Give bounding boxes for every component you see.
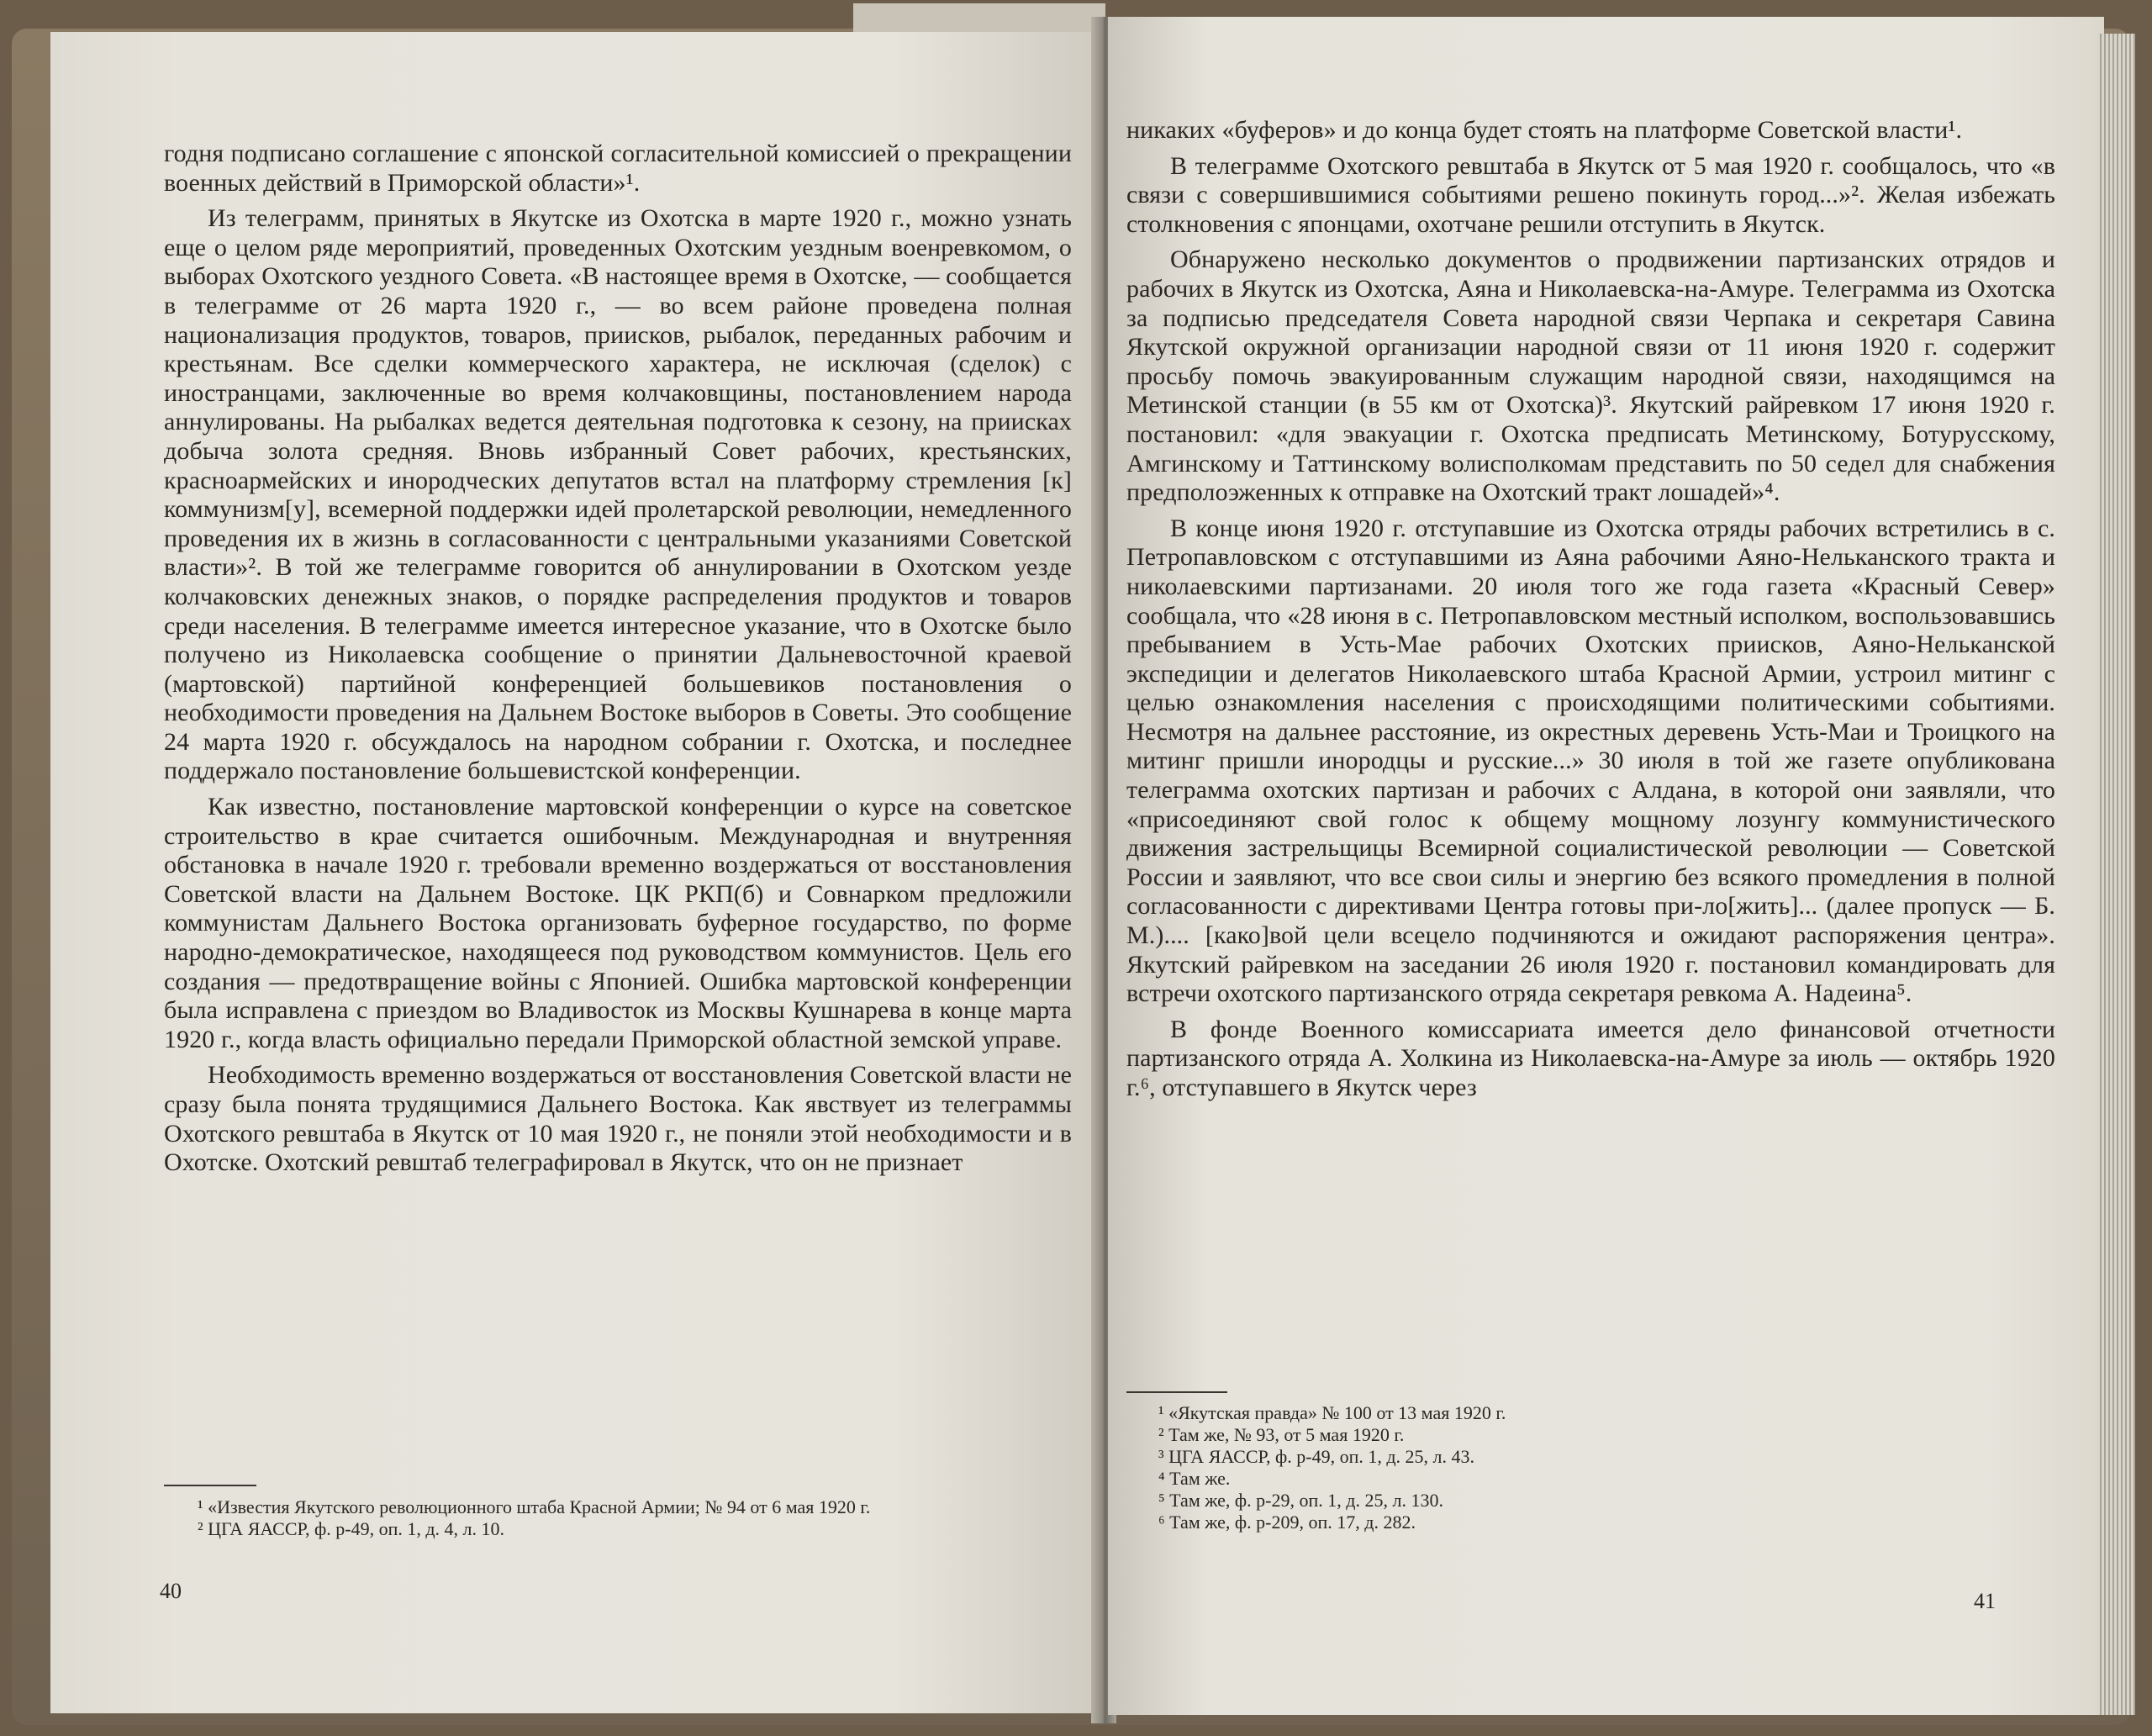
left-footnotes (164, 1496, 1072, 1540)
paragraph: В конце июня 1920 г. отступавшие из Охотска отряды рабочих встретились в с. Петропавловском с отступавшими из Аяна рабочими Аяно-Нельканского тракта и николаевскими партизанами. 20 июля того же года газета «Красный Север» сообщала, что «28 июня в с. Петропавловском местный исполком, воспользовавшись пребыванием в Усть-Мае рабочих Охотских приисков, Аяно-Нельканской экспедиции и делегатов Николаевского штаба Красной Армии, устроил митинг с целью ознакомления населения с происходящими политическими событиями. Несмотря на дальнее расстояние, из окрестных деревень Усть-Маи и Троицкого на митинг пришли инородцы и русские...» 30 июля в той же газете опубликована телеграмма охотских партизан и рабочих с Алдана, в которой они заявляли, что «присоединяют свой голос к общему мощному лозунгу коммунистического движения застрельщицы Всемирной социалистической революции — Советской России и заявляют, что все свои силы и энергию без всякого промедления в полной согласованности с директивами Центра готовы при-ло[жить]... (далее пропуск — Б. М.).... [како]вой цели всецело подчиняются и ожидают распоряжения центра». Якутский райревком на заседании 26 июля 1920 г. постановил командировать для встречи охотского партизанского отряда секретаря ревкома А. Надеина⁵. (1126, 514, 2055, 1008)
paragraph: Из телеграмм, принятых в Якутске из Охотска в марте 1920 г., можно узнать еще о целом ряде мероприятий, проведенных Охотским уездным военревкомом, о выборах Охотского уездного Совета. «В настоящее время в Охотске, — сообщается в телеграмме от 26 марта 1920 г., — во всем районе проведена полная национализация продуктов, товаров, приисков, рыбалок, переданных рабочим и крестьянам. Все сделки коммерческого характера, не исключая (сделок) с иностранцами, заключенные во время колчаковщины, постановлением народа аннулированы. На рыбалках ведется деятельная подготовка к сезону, на приисках добыча золота средняя. Вновь избранный Совет рабочих, крестьянских, красноармейских и инородческих депутатов встал на платформу стремления [к] коммунизм[у], всемерной поддержки идей пролетарской революции, немедленного проведения их в жизнь в согласованности с центральными указаниями Советской власти»². В той же телеграмме говорится об аннулировании в Охотском уезде колчаковских денежных знаков, о порядке распределения продуктов и товаров среди населения. В телеграмме имеется интересное указание, что в Охотске было получено из Николаевска сообщение о принятии Дальневосточной краевой (мартовской) партийной конференцией большевиков постановления о необходимости проведения на Дальнем Востоке выборов в Советы. Это сообщение 24 марта 1920 г. обсуждалось на народном собрании г. Охотска, и последнее поддержало постановление большевистской конференции. (164, 204, 1072, 785)
footnote-rule (164, 1485, 256, 1486)
paragraph: В фонде Военного комиссариата имеется дело финансовой отчетности партизанского отряда А. Холкина из Николаевска-на-Амуре за июль — октябрь 1920 г.⁶, отступавшего в Якутск через (1126, 1015, 2055, 1101)
page-number: 40 (160, 1579, 182, 1603)
left-page (50, 32, 1100, 1713)
footnote: ¹ «Известия Якутского революционного штаба Красной Армии; № 94 от 6 мая 1920 г. (198, 1496, 871, 1517)
footnote: ⁵ Там же, ф. р-29, оп. 1, д. 25, л. 130. (1158, 1490, 1443, 1511)
footnote: ² Там же, № 93, от 5 мая 1920 г. (1158, 1424, 1405, 1445)
footnote: ³ ЦГА ЯАССР, ф. р-49, оп. 1, д. 25, л. 43. (1158, 1446, 1475, 1467)
right-footnotes (1158, 1402, 1831, 1533)
paragraph: В телеграмме Охотского ревштаба в Якутск от 5 мая 1920 г. сообщалось, что «в связи с совершившимися событиями решено покинуть город...»². Желая избежать столкновения с японцами, охотчане решили отступить в Якутск. (1126, 151, 2055, 238)
paragraph: никаких «буферов» и до конца будет стоять на платформе Советской власти¹. (1126, 116, 1963, 144)
paragraph: Обнаружено несколько документов о продвижении партизанских отрядов и рабочих в Якутск из Охотска, Аяна и Николаевска-на-Амуре. Телеграмма из Охотска за подписью председателя Совета народной связи Черпака и секретаря Савина Якутской окружной организации народной связи от 11 июня 1920 г. содержит просьбу помочь эвакуированным служащим народной связи, находящимся на Метинской станции (в 55 км от Охотска)³. Якутский райревком 17 июня 1920 г. постановил: «для эвакуации г. Охотска предписать Метинскому, Ботурусскому, Амгинскому и Таттинскому волисполкомам представить по 50 седел для снабжения предполоэженных к отправке на Охотский тракт лошадей»⁴. (1126, 245, 2055, 507)
left-page-body (164, 140, 1072, 1178)
page-edges (2097, 34, 2135, 1715)
footnote: ⁴ Там же. (1158, 1468, 1231, 1489)
page-number: 41 (1974, 1589, 1996, 1613)
paragraph: годня подписано соглашение с японской согласительной комиссией о прекращении военных действий в Приморской области»¹. (164, 140, 1072, 197)
right-page (1108, 17, 2104, 1715)
footnote-rule (1126, 1391, 1227, 1393)
footnote: ⁶ Там же, ф. р-209, оп. 17, д. 282. (1158, 1512, 1416, 1533)
right-page-body (1126, 116, 2055, 1103)
book-spine-top (853, 3, 1105, 35)
paragraph: Необходимость временно воздержаться от восстановления Советской власти не сразу была понята трудящимися Дальнего Востока. Как явствует из телеграммы Охотского ревштаба в Якутск от 10 мая 1920 г., не поняли этой необходимости и в Охотске. Охотский ревштаб телеграфировал в Якутск, что он не признает (164, 1061, 1072, 1177)
paragraph: Как известно, постановление мартовской конференции о курсе на советское строительство в крае считается ошибочным. Международная и внутренняя обстановка в начале 1920 г. требовали временно воздержаться от восстановления Советской власти на Дальнем Востоке. ЦК РКП(б) и Совнарком предложили коммунистам Дальнего Востока организовать буферное государство, по форме народно-демократическое, находящееся под руководством коммунистов. Цель его создания — предотвращение войны с Японией. Ошибка мартовской конференции была исправлена с приездом во Владивосток из Москвы Кушнарева в конце марта 1920 г., когда власть официально передали Приморской областной земской управе. (164, 793, 1072, 1053)
footnote: ² ЦГА ЯАССР, ф. р-49, оп. 1, д. 4, л. 10. (198, 1518, 505, 1539)
footnote: ¹ «Якутская правда» № 100 от 13 мая 1920 г. (1158, 1402, 1506, 1423)
